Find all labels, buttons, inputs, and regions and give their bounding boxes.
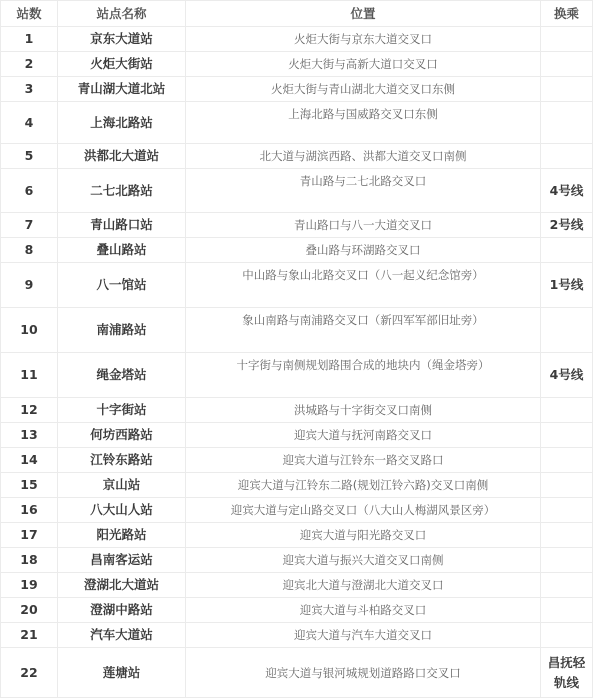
- station-location: 十字街与南侧规划路围合成的地块内（绳金塔旁）: [186, 353, 541, 398]
- station-number: 1: [1, 27, 58, 52]
- station-location: 火炬大街与高新大道口交叉口: [186, 52, 541, 77]
- station-name: 澄湖北大道站: [58, 573, 186, 598]
- station-name: 火炬大街站: [58, 52, 186, 77]
- table-row: [1, 523, 593, 548]
- station-transfer: [541, 102, 593, 144]
- station-transfer: 4号线: [541, 169, 593, 213]
- station-transfer: [541, 473, 593, 498]
- station-location: 迎宾大道与江铃东二路(规划江铃六路)交叉口南侧: [186, 473, 541, 498]
- station-name: 叠山路站: [58, 238, 186, 263]
- table-row: [1, 498, 593, 523]
- table-row: [1, 353, 593, 398]
- station-name: 澄湖中路站: [58, 598, 186, 623]
- station-number: 3: [1, 77, 58, 102]
- station-name: 八一馆站: [58, 263, 186, 308]
- station-transfer: [541, 423, 593, 448]
- station-number: 16: [1, 498, 58, 523]
- table-row: [1, 398, 593, 423]
- table-row: [1, 27, 593, 52]
- table-row: [1, 144, 593, 169]
- station-transfer: 2号线: [541, 213, 593, 238]
- header-transfer: 换乘: [541, 1, 593, 27]
- header-row: [1, 1, 593, 27]
- station-location: 青山路与二七北路交叉口: [186, 169, 541, 213]
- station-location: 迎宾大道与银河城规划道路路口交叉口: [186, 648, 541, 698]
- station-location: 上海北路与国威路交叉口东侧: [186, 102, 541, 144]
- station-transfer: [541, 598, 593, 623]
- station-number: 4: [1, 102, 58, 144]
- station-transfer: [541, 144, 593, 169]
- table-row: [1, 473, 593, 498]
- station-name: 昌南客运站: [58, 548, 186, 573]
- station-number: 2: [1, 52, 58, 77]
- station-location: 迎宾北大道与澄湖北大道交叉口: [186, 573, 541, 598]
- table-row: [1, 102, 593, 144]
- station-number: 15: [1, 473, 58, 498]
- station-name: 阳光路站: [58, 523, 186, 548]
- station-name: 青山路口站: [58, 213, 186, 238]
- station-transfer: [541, 398, 593, 423]
- table-row: [1, 263, 593, 308]
- station-name: 京东大道站: [58, 27, 186, 52]
- station-name: 二七北路站: [58, 169, 186, 213]
- station-location: 叠山路与环湖路交叉口: [186, 238, 541, 263]
- station-transfer: [541, 77, 593, 102]
- station-number: 20: [1, 598, 58, 623]
- station-location: 迎宾大道与抚河南路交叉口: [186, 423, 541, 448]
- station-name: 莲塘站: [58, 648, 186, 698]
- station-location: 火炬大街与京东大道交叉口: [186, 27, 541, 52]
- table-row: [1, 648, 593, 698]
- header-location: 位置: [186, 1, 541, 27]
- station-number: 13: [1, 423, 58, 448]
- station-name: 十字街站: [58, 398, 186, 423]
- station-name: 绳金塔站: [58, 353, 186, 398]
- station-name: 汽车大道站: [58, 623, 186, 648]
- station-name: 上海北路站: [58, 102, 186, 144]
- table-row: [1, 169, 593, 213]
- station-transfer: [541, 238, 593, 263]
- station-name: 江铃东路站: [58, 448, 186, 473]
- station-transfer: [541, 523, 593, 548]
- table-row: [1, 623, 593, 648]
- station-name: 京山站: [58, 473, 186, 498]
- station-transfer: 1号线: [541, 263, 593, 308]
- table-row: [1, 423, 593, 448]
- station-transfer: [541, 573, 593, 598]
- station-location: 迎宾大道与斗柏路交叉口: [186, 598, 541, 623]
- station-location: 中山路与象山北路交叉口（八一起义纪念馆旁）: [186, 263, 541, 308]
- station-name: 八大山人站: [58, 498, 186, 523]
- station-location: 迎宾大道与江铃东一路交叉路口: [186, 448, 541, 473]
- table-row: [1, 213, 593, 238]
- station-number: 22: [1, 648, 58, 698]
- station-location: 迎宾大道与阳光路交叉口: [186, 523, 541, 548]
- table-row: [1, 548, 593, 573]
- station-transfer: [541, 548, 593, 573]
- table-row: [1, 598, 593, 623]
- station-number: 5: [1, 144, 58, 169]
- station-location: 火炬大街与青山湖北大道交叉口东侧: [186, 77, 541, 102]
- station-number: 11: [1, 353, 58, 398]
- station-transfer: [541, 448, 593, 473]
- station-number: 9: [1, 263, 58, 308]
- station-transfer: [541, 27, 593, 52]
- station-transfer: 昌抚轻轨线: [541, 648, 593, 698]
- station-number: 18: [1, 548, 58, 573]
- station-number: 19: [1, 573, 58, 598]
- header-station-name: 站点名称: [58, 1, 186, 27]
- table-row: [1, 77, 593, 102]
- station-number: 7: [1, 213, 58, 238]
- station-transfer: 4号线: [541, 353, 593, 398]
- header-station-number: 站数: [1, 1, 58, 27]
- station-transfer: [541, 308, 593, 353]
- table-row: [1, 238, 593, 263]
- station-location: 迎宾大道与汽车大道交叉口: [186, 623, 541, 648]
- station-transfer: [541, 52, 593, 77]
- station-name: 青山湖大道北站: [58, 77, 186, 102]
- station-number: 14: [1, 448, 58, 473]
- station-name: 洪都北大道站: [58, 144, 186, 169]
- station-number: 17: [1, 523, 58, 548]
- station-transfer: [541, 498, 593, 523]
- table-row: [1, 448, 593, 473]
- station-location: 象山南路与南浦路交叉口（新四军军部旧址旁）: [186, 308, 541, 353]
- table-row: [1, 52, 593, 77]
- station-name: 何坊西路站: [58, 423, 186, 448]
- station-transfer: [541, 623, 593, 648]
- station-location: 洪城路与十字街交叉口南侧: [186, 398, 541, 423]
- table-row: [1, 308, 593, 353]
- table-row: [1, 573, 593, 598]
- station-location: 迎宾大道与定山路交叉口（八大山人梅湖风景区旁）: [186, 498, 541, 523]
- station-number: 10: [1, 308, 58, 353]
- station-number: 6: [1, 169, 58, 213]
- station-location: 北大道与湖滨西路、洪都大道交叉口南侧: [186, 144, 541, 169]
- station-location: 青山路口与八一大道交叉口: [186, 213, 541, 238]
- station-location: 迎宾大道与振兴大道交叉口南侧: [186, 548, 541, 573]
- station-number: 12: [1, 398, 58, 423]
- station-number: 8: [1, 238, 58, 263]
- station-name: 南浦路站: [58, 308, 186, 353]
- station-number: 21: [1, 623, 58, 648]
